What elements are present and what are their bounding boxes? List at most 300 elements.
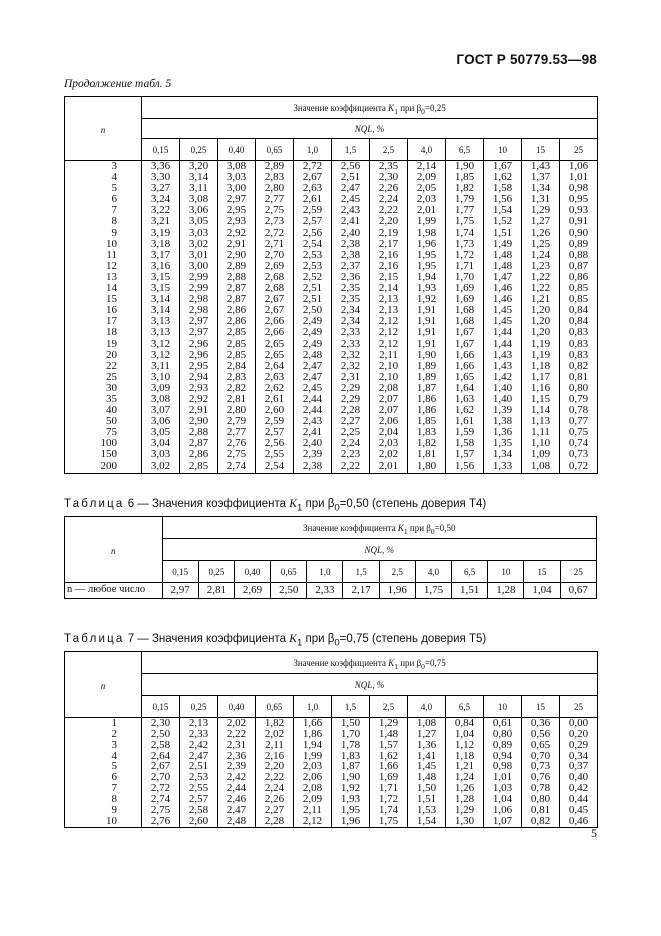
coefficient-cell: 0,89 bbox=[568, 237, 589, 250]
row-n-cell: 9 bbox=[65, 228, 142, 239]
coefficient-cell: 2,61 bbox=[294, 194, 332, 205]
coefficient-cell: 1,53 bbox=[408, 805, 446, 816]
coefficient-cell: 1,69 bbox=[446, 294, 484, 305]
nql-column-header: 0,25 bbox=[180, 139, 218, 161]
coefficient-cell: 1,40 bbox=[484, 383, 522, 394]
coefficient-cell: 2,50 bbox=[142, 729, 180, 740]
coefficient-cell: 1,56 bbox=[446, 461, 484, 474]
coefficient-cell: 2,90 bbox=[180, 416, 218, 427]
row-n-cell: 7 bbox=[65, 783, 142, 794]
nql-header: NQL, % bbox=[162, 539, 596, 561]
coefficient-title: Значение коэффициента $K_1$ при $\beta_0=0,50$ bbox=[162, 517, 596, 539]
coefficient-cell: 1,14 bbox=[522, 405, 560, 416]
coefficient-cell: 0,98 bbox=[484, 761, 522, 772]
coefficient-cell: 2,52 bbox=[294, 272, 332, 283]
coefficient-cell: 2,51 bbox=[180, 761, 218, 772]
coefficient-cell: 1,93 bbox=[408, 283, 446, 294]
coefficient-cell: 1,79 bbox=[446, 194, 484, 205]
coefficient-cell: 2,04 bbox=[370, 427, 408, 438]
coefficient-cell: 0,82 bbox=[522, 816, 560, 828]
row-n-cell: 1 bbox=[65, 718, 142, 729]
coefficient-cell: 0,65 bbox=[522, 740, 560, 751]
coefficient-cell: 2,80 bbox=[256, 183, 294, 194]
coefficient-cell: 2,57 bbox=[180, 794, 218, 805]
coefficient-cell: 3,11 bbox=[180, 183, 218, 194]
coefficient-cell: 1,43 bbox=[484, 350, 522, 361]
row-n-cell: 8 bbox=[65, 794, 142, 805]
coefficient-cell: 1,69 bbox=[446, 283, 484, 294]
coefficient-cell: 2,83 bbox=[218, 372, 256, 383]
coefficient-cell: 2,95 bbox=[180, 361, 218, 372]
coefficient-cell: 2,28 bbox=[332, 405, 370, 416]
row-n-cell: 25 bbox=[65, 372, 142, 383]
coefficient-cell: 1,95 bbox=[408, 261, 446, 272]
coefficient-cell: 2,49 bbox=[294, 339, 332, 350]
coefficient-cell: 2,66 bbox=[256, 316, 294, 327]
coefficient-cell: 2,67 bbox=[256, 294, 294, 305]
coefficient-cell: 3,14 bbox=[180, 172, 218, 183]
coefficient-cell: 1,89 bbox=[408, 361, 446, 372]
coefficient-cell: 2,40 bbox=[332, 228, 370, 239]
coefficient-cell: 3,20 bbox=[180, 161, 218, 173]
row-n-cell: 7 bbox=[65, 205, 142, 216]
coefficient-cell: 3,21 bbox=[142, 216, 180, 227]
nql-column-header: 2,5 bbox=[379, 561, 415, 583]
coefficient-cell: 2,97 bbox=[180, 327, 218, 338]
coefficient-cell: 1,91 bbox=[408, 327, 446, 338]
coefficient-cell: 3,03 bbox=[218, 172, 256, 183]
nql-column-header: 2,5 bbox=[370, 139, 408, 161]
coefficient-cell: 1,71 bbox=[370, 783, 408, 794]
coefficient-cell: 2,94 bbox=[180, 372, 218, 383]
table-row bbox=[65, 383, 598, 394]
coefficient-cell: 1,26 bbox=[446, 783, 484, 794]
coefficient-cell: 1,82 bbox=[256, 718, 294, 729]
table-row bbox=[65, 205, 598, 216]
coefficient-cell: 0,61 bbox=[484, 718, 522, 729]
coefficient-cell: 3,17 bbox=[142, 250, 180, 261]
table-6 bbox=[64, 516, 597, 599]
coefficient-cell: 0,34 bbox=[568, 749, 589, 762]
coefficient-cell: 2,33 bbox=[180, 729, 218, 740]
coefficient-cell: 3,15 bbox=[142, 272, 180, 283]
coefficient-cell: 2,85 bbox=[218, 339, 256, 350]
coefficient-cell: 1,92 bbox=[332, 783, 370, 794]
coefficient-cell: 0,46 bbox=[568, 814, 589, 827]
coefficient-cell: 0,89 bbox=[484, 740, 522, 751]
row-n-cell: 6 bbox=[65, 194, 142, 205]
coefficient-cell: 2,83 bbox=[256, 172, 294, 183]
coefficient-cell: 2,41 bbox=[332, 216, 370, 227]
row-n-cell: 15 bbox=[65, 294, 142, 305]
coefficient-cell: 3,24 bbox=[142, 194, 180, 205]
coefficient-cell: 2,45 bbox=[294, 383, 332, 394]
coefficient-cell: 2,85 bbox=[180, 461, 218, 474]
coefficient-cell: 0,84 bbox=[446, 718, 484, 729]
coefficient-cell: 2,90 bbox=[218, 250, 256, 261]
coefficient-cell: 1,09 bbox=[522, 449, 560, 460]
coefficient-cell: 2,45 bbox=[332, 194, 370, 205]
coefficient-cell: 1,50 bbox=[408, 783, 446, 794]
coefficient-cell: 2,92 bbox=[180, 394, 218, 405]
coefficient-cell: 2,48 bbox=[294, 350, 332, 361]
table-row bbox=[65, 172, 598, 183]
coefficient-cell: 0,83 bbox=[568, 348, 589, 361]
coefficient-cell: 1,04 bbox=[484, 794, 522, 805]
coefficient-cell: 2,13 bbox=[370, 305, 408, 316]
coefficient-cell: 2,17 bbox=[343, 583, 379, 599]
coefficient-cell: 3,08 bbox=[180, 194, 218, 205]
coefficient-cell: 2,34 bbox=[332, 316, 370, 327]
coefficient-cell: 1,42 bbox=[484, 372, 522, 383]
coefficient-cell: 2,24 bbox=[370, 194, 408, 205]
coefficient-cell: 2,17 bbox=[370, 239, 408, 250]
coefficient-cell: 0,80 bbox=[568, 381, 589, 394]
coefficient-cell: 2,43 bbox=[332, 205, 370, 216]
coefficient-cell: 1,19 bbox=[522, 350, 560, 361]
coefficient-cell: 2,16 bbox=[256, 751, 294, 762]
coefficient-cell: 2,11 bbox=[256, 740, 294, 751]
coefficient-cell: 2,15 bbox=[370, 272, 408, 283]
coefficient-cell: 2,38 bbox=[332, 250, 370, 261]
coefficient-cell: 2,13 bbox=[370, 294, 408, 305]
nql-column-header: 0,15 bbox=[142, 139, 180, 161]
coefficient-cell: 2,27 bbox=[332, 416, 370, 427]
coefficient-cell: 0,40 bbox=[568, 771, 589, 784]
coefficient-cell: 0,81 bbox=[568, 370, 589, 383]
coefficient-cell: 2,47 bbox=[294, 361, 332, 372]
coefficient-cell: 2,42 bbox=[218, 772, 256, 783]
table-7 bbox=[64, 651, 598, 828]
coefficient-cell: 1,90 bbox=[332, 772, 370, 783]
table-row bbox=[65, 740, 598, 751]
nql-column-header: 1,5 bbox=[332, 139, 370, 161]
coefficient-cell: 2,72 bbox=[256, 228, 294, 239]
coefficient-cell: 1,85 bbox=[408, 416, 446, 427]
coefficient-cell: 2,79 bbox=[218, 416, 256, 427]
table-row bbox=[65, 772, 598, 783]
coefficient-cell: 2,99 bbox=[180, 283, 218, 294]
coefficient-cell: 0,83 bbox=[568, 326, 589, 339]
coefficient-cell: 1,07 bbox=[484, 816, 522, 828]
coefficient-cell: 2,80 bbox=[218, 405, 256, 416]
coefficient-cell: 1,82 bbox=[446, 183, 484, 194]
coefficient-cell: 1,43 bbox=[484, 361, 522, 372]
table-row bbox=[65, 372, 598, 383]
coefficient-cell: 1,66 bbox=[446, 361, 484, 372]
coefficient-cell: 1,75 bbox=[446, 216, 484, 227]
table-row bbox=[65, 751, 598, 762]
coefficient-cell: 0,72 bbox=[568, 459, 589, 472]
nql-column-header: 0,65 bbox=[271, 561, 307, 583]
coefficient-cell: 0,42 bbox=[568, 782, 589, 795]
coefficient-cell: 0,77 bbox=[568, 415, 589, 428]
coefficient-cell: 2,34 bbox=[332, 305, 370, 316]
coefficient-cell: 2,16 bbox=[370, 261, 408, 272]
coefficient-cell: 1,64 bbox=[446, 383, 484, 394]
coefficient-cell: 1,37 bbox=[522, 172, 560, 183]
coefficient-cell: 1,54 bbox=[408, 816, 446, 828]
coefficient-cell: 1,61 bbox=[446, 416, 484, 427]
row-n-cell: 9 bbox=[65, 805, 142, 816]
coefficient-cell: 3,08 bbox=[142, 394, 180, 405]
coefficient-cell: 2,91 bbox=[180, 405, 218, 416]
coefficient-cell: 1,66 bbox=[370, 761, 408, 772]
coefficient-cell: 2,12 bbox=[370, 339, 408, 350]
coefficient-cell: 2,63 bbox=[294, 183, 332, 194]
table-row bbox=[65, 816, 598, 828]
table-row bbox=[65, 294, 598, 305]
coefficient-cell: 2,47 bbox=[180, 751, 218, 762]
coefficient-cell: 1,93 bbox=[332, 794, 370, 805]
coefficient-cell: 2,22 bbox=[256, 772, 294, 783]
table-row bbox=[65, 761, 598, 772]
coefficient-cell: 1,69 bbox=[370, 772, 408, 783]
table-row bbox=[65, 405, 598, 416]
coefficient-cell: 1,12 bbox=[446, 740, 484, 751]
coefficient-cell: 2,32 bbox=[332, 361, 370, 372]
nql-column-header: 0,15 bbox=[142, 696, 180, 718]
coefficient-cell: 1,23 bbox=[522, 261, 560, 272]
coefficient-cell: 1,24 bbox=[446, 772, 484, 783]
coefficient-cell: 1,10 bbox=[522, 438, 560, 449]
nql-column-header: 15 bbox=[522, 139, 560, 161]
coefficient-cell: 2,60 bbox=[256, 405, 294, 416]
coefficient-cell: 1,87 bbox=[332, 761, 370, 772]
coefficient-cell: 1,29 bbox=[522, 205, 560, 216]
coefficient-cell: 2,86 bbox=[180, 449, 218, 460]
coefficient-cell: 1,34 bbox=[484, 449, 522, 460]
row-n-cell: 4 bbox=[65, 172, 142, 183]
coefficient-cell: 2,61 bbox=[256, 394, 294, 405]
row-n-cell: 18 bbox=[65, 327, 142, 338]
nql-column-header: 4,0 bbox=[415, 561, 451, 583]
coefficient-cell: 0,37 bbox=[568, 760, 589, 773]
coefficient-cell: 2,35 bbox=[332, 294, 370, 305]
coefficient-cell: 0,73 bbox=[568, 448, 589, 461]
coefficient-cell: 2,87 bbox=[180, 438, 218, 449]
coefficient-cell: 1,57 bbox=[370, 740, 408, 751]
coefficient-cell: 2,97 bbox=[180, 316, 218, 327]
row-n-cell: 17 bbox=[65, 316, 142, 327]
coefficient-cell: 1,08 bbox=[522, 461, 560, 474]
coefficient-cell: 0,29 bbox=[568, 738, 589, 751]
coefficient-cell: 1,86 bbox=[294, 729, 332, 740]
table-row bbox=[65, 194, 598, 205]
coefficient-cell: 2,95 bbox=[218, 205, 256, 216]
coefficient-cell: 2,41 bbox=[294, 427, 332, 438]
coefficient-cell: 3,14 bbox=[142, 305, 180, 316]
coefficient-cell: 2,50 bbox=[294, 305, 332, 316]
coefficient-cell: 1,78 bbox=[332, 740, 370, 751]
coefficient-cell: 2,87 bbox=[218, 283, 256, 294]
coefficient-cell: 1,33 bbox=[484, 461, 522, 474]
coefficient-cell: 2,60 bbox=[180, 816, 218, 828]
coefficient-cell: 1,95 bbox=[408, 250, 446, 261]
coefficient-cell: 1,22 bbox=[522, 272, 560, 283]
coefficient-cell: 1,47 bbox=[484, 272, 522, 283]
coefficient-cell: 2,25 bbox=[332, 427, 370, 438]
coefficient-cell: 2,77 bbox=[256, 194, 294, 205]
coefficient-cell: 2,68 bbox=[256, 283, 294, 294]
coefficient-cell: 2,47 bbox=[332, 183, 370, 194]
coefficient-cell: 2,02 bbox=[370, 449, 408, 460]
coefficient-cell: 0,44 bbox=[568, 792, 589, 805]
coefficient-cell: 0,67 bbox=[568, 584, 588, 596]
coefficient-cell: 2,58 bbox=[142, 740, 180, 751]
coefficient-cell: 1,77 bbox=[446, 205, 484, 216]
coefficient-cell: 2,12 bbox=[370, 316, 408, 327]
coefficient-cell: 2,37 bbox=[332, 261, 370, 272]
table-row bbox=[65, 583, 597, 599]
coefficient-cell: 2,11 bbox=[294, 805, 332, 816]
coefficient-cell: 2,31 bbox=[332, 372, 370, 383]
coefficient-cell: 1,81 bbox=[408, 449, 446, 460]
coefficient-cell: 2,06 bbox=[370, 416, 408, 427]
row-n-cell: 11 bbox=[65, 250, 142, 261]
coefficient-cell: 1,15 bbox=[522, 394, 560, 405]
nql-header: NQL, % bbox=[142, 674, 598, 696]
coefficient-cell: 2,29 bbox=[332, 383, 370, 394]
coefficient-cell: 3,02 bbox=[180, 239, 218, 250]
coefficient-cell: 2,69 bbox=[256, 261, 294, 272]
coefficient-cell: 3,02 bbox=[142, 461, 180, 474]
coefficient-cell: 2,57 bbox=[256, 427, 294, 438]
nql-column-header: 1,0 bbox=[307, 561, 343, 583]
coefficient-cell: 2,93 bbox=[218, 216, 256, 227]
coefficient-cell: 2,10 bbox=[370, 361, 408, 372]
coefficient-cell: 2,89 bbox=[256, 161, 294, 173]
coefficient-cell: 1,29 bbox=[446, 805, 484, 816]
coefficient-cell: 1,70 bbox=[446, 272, 484, 283]
coefficient-cell: 1,44 bbox=[484, 339, 522, 350]
coefficient-cell: 2,36 bbox=[332, 272, 370, 283]
coefficient-cell: 2,32 bbox=[332, 350, 370, 361]
coefficient-cell: 0,81 bbox=[522, 805, 560, 816]
coefficient-cell: 3,06 bbox=[180, 205, 218, 216]
coefficient-cell: 1,21 bbox=[522, 294, 560, 305]
coefficient-cell: 3,30 bbox=[142, 172, 180, 183]
coefficient-cell: 2,82 bbox=[218, 383, 256, 394]
coefficient-cell: 2,06 bbox=[294, 772, 332, 783]
coefficient-cell: 1,99 bbox=[294, 751, 332, 762]
coefficient-cell: 3,18 bbox=[142, 239, 180, 250]
coefficient-cell: 2,81 bbox=[198, 583, 234, 599]
coefficient-cell: 0,45 bbox=[568, 803, 589, 816]
coefficient-cell: 1,74 bbox=[446, 228, 484, 239]
document-header: ГОСТ Р 50779.53—98 bbox=[456, 52, 597, 67]
coefficient-cell: 1,31 bbox=[522, 194, 560, 205]
coefficient-cell: 1,95 bbox=[332, 805, 370, 816]
coefficient-cell: 2,72 bbox=[294, 161, 332, 173]
coefficient-cell: 2,09 bbox=[294, 794, 332, 805]
coefficient-cell: 2,14 bbox=[370, 283, 408, 294]
coefficient-cell: 2,98 bbox=[180, 305, 218, 316]
table-row bbox=[65, 161, 598, 173]
nql-column-header: 1,5 bbox=[332, 696, 370, 718]
coefficient-cell: 0,76 bbox=[522, 772, 560, 783]
coefficient-cell: 2,53 bbox=[294, 261, 332, 272]
table-row bbox=[65, 305, 598, 316]
table-row bbox=[65, 272, 598, 283]
coefficient-cell: 1,45 bbox=[408, 761, 446, 772]
coefficient-cell: 2,59 bbox=[256, 416, 294, 427]
nql-column-header: 10 bbox=[484, 696, 522, 718]
coefficient-cell: 2,67 bbox=[256, 305, 294, 316]
coefficient-cell: 2,48 bbox=[218, 816, 256, 828]
coefficient-cell: 2,73 bbox=[256, 216, 294, 227]
row-n-cell: 200 bbox=[65, 461, 142, 474]
row-n-cell: 3 bbox=[65, 740, 142, 751]
nql-column-header: 1,0 bbox=[294, 696, 332, 718]
table-row bbox=[65, 394, 598, 405]
coefficient-cell: 2,38 bbox=[332, 239, 370, 250]
coefficient-cell: 1,86 bbox=[408, 405, 446, 416]
coefficient-cell: 1,83 bbox=[332, 751, 370, 762]
coefficient-cell: 2,67 bbox=[142, 761, 180, 772]
table-row bbox=[65, 183, 598, 194]
coefficient-cell: 1,86 bbox=[408, 394, 446, 405]
coefficient-cell: 2,70 bbox=[142, 772, 180, 783]
coefficient-cell: 2,13 bbox=[180, 718, 218, 729]
coefficient-cell: 1,94 bbox=[408, 272, 446, 283]
coefficient-cell: 1,66 bbox=[446, 350, 484, 361]
coefficient-cell: 2,23 bbox=[332, 449, 370, 460]
coefficient-cell: 1,36 bbox=[408, 740, 446, 751]
coefficient-cell: 2,76 bbox=[142, 816, 180, 828]
coefficient-cell: 2,03 bbox=[408, 194, 446, 205]
coefficient-cell: 2,44 bbox=[294, 405, 332, 416]
coefficient-cell: 2,74 bbox=[142, 794, 180, 805]
coefficient-cell: 2,99 bbox=[180, 272, 218, 283]
coefficient-cell: 3,08 bbox=[218, 161, 256, 173]
coefficient-cell: 2,36 bbox=[218, 751, 256, 762]
coefficient-cell: 1,62 bbox=[370, 751, 408, 762]
coefficient-cell: 2,56 bbox=[332, 161, 370, 173]
coefficient-cell: 1,08 bbox=[408, 718, 446, 729]
coefficient-cell: 3,12 bbox=[142, 350, 180, 361]
coefficient-cell: 1,91 bbox=[408, 316, 446, 327]
coefficient-cell: 1,85 bbox=[446, 172, 484, 183]
coefficient-cell: 0,82 bbox=[568, 359, 589, 372]
coefficient-cell: 1,99 bbox=[408, 216, 446, 227]
nql-column-header: 0,25 bbox=[198, 561, 234, 583]
coefficient-cell: 1,48 bbox=[408, 772, 446, 783]
coefficient-cell: 1,45 bbox=[484, 316, 522, 327]
coefficient-cell: 2,28 bbox=[256, 816, 294, 828]
coefficient-cell: 0,94 bbox=[484, 751, 522, 762]
coefficient-cell: 1,34 bbox=[522, 183, 560, 194]
coefficient-cell: 2,08 bbox=[294, 783, 332, 794]
coefficient-cell: 2,67 bbox=[294, 172, 332, 183]
coefficient-cell: 2,30 bbox=[370, 172, 408, 183]
coefficient-cell: 1,51 bbox=[452, 583, 488, 599]
coefficient-cell: 1,26 bbox=[522, 228, 560, 239]
coefficient-cell: 1,94 bbox=[294, 740, 332, 751]
coefficient-cell: 1,44 bbox=[484, 327, 522, 338]
coefficient-cell: 3,01 bbox=[180, 250, 218, 261]
coefficient-cell: 2,20 bbox=[256, 761, 294, 772]
coefficient-cell: 2,07 bbox=[370, 394, 408, 405]
table-6-caption: Таблица 6 — Значения коэффициента $K_1$ при $\beta_0=0,50$ (степень доверия Т4) bbox=[64, 498, 487, 514]
coefficient-cell: 2,50 bbox=[271, 583, 307, 599]
nql-column-header: 0,40 bbox=[218, 696, 256, 718]
coefficient-cell: 2,71 bbox=[256, 239, 294, 250]
coefficient-cell: 2,40 bbox=[294, 438, 332, 449]
row-n-cell: 5 bbox=[65, 761, 142, 772]
coefficient-cell: 2,54 bbox=[294, 239, 332, 250]
coefficient-cell: 2,08 bbox=[370, 383, 408, 394]
